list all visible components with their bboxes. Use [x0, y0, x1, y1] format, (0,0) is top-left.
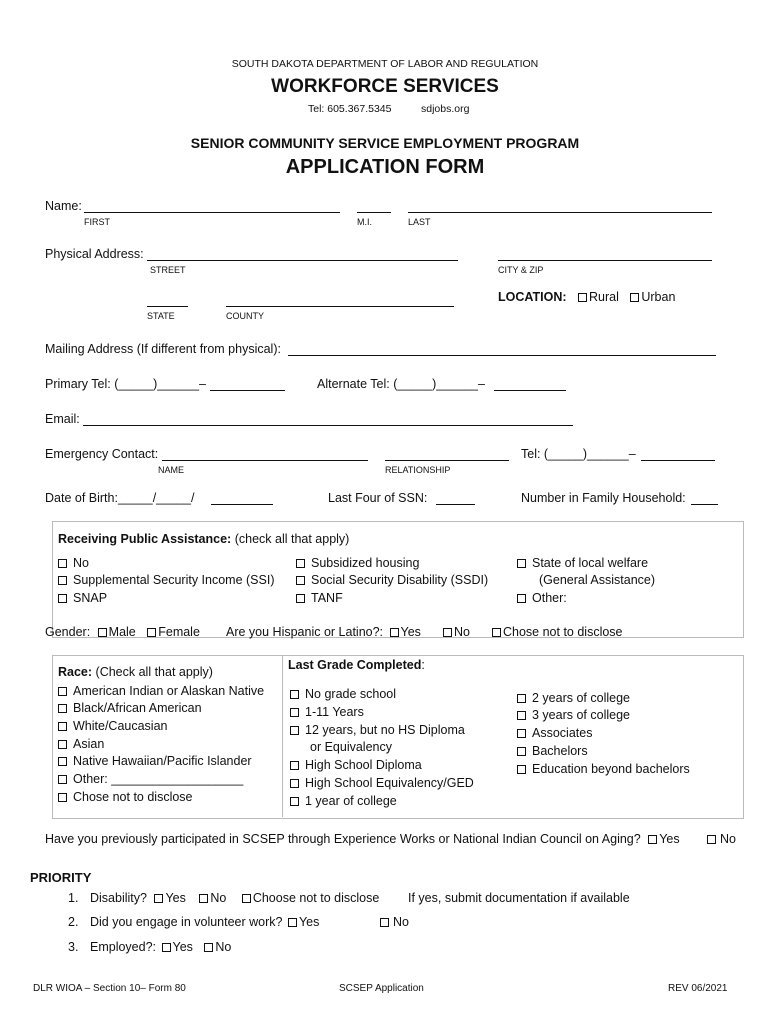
last-caption: LAST: [408, 217, 431, 227]
public-assistance-hint: (check all that apply): [234, 532, 350, 546]
form-title: APPLICATION FORM: [285, 156, 485, 178]
dob-year-field[interactable]: [211, 504, 273, 505]
male-checkbox[interactable]: [98, 628, 107, 637]
employed-yes-label: Yes: [172, 940, 193, 954]
department-name: SOUTH DAKOTA DEPARTMENT OF LABOR AND REGULATION: [231, 58, 539, 70]
urban-checkbox[interactable]: [630, 293, 639, 302]
grade-title: Last Grade Completed: [288, 658, 422, 672]
female-checkbox[interactable]: [147, 628, 156, 637]
street-field[interactable]: [147, 260, 458, 261]
assist-ssi[interactable]: Supplemental Security Income (SSI): [58, 573, 274, 587]
disability-question: Disability?: [90, 891, 147, 905]
hispanic-yes-label: Yes: [400, 625, 421, 639]
assist-tanf[interactable]: TANF: [296, 591, 343, 605]
race-header: [58, 665, 213, 679]
priority-q1: [90, 891, 379, 905]
public-assistance-header: [58, 532, 349, 546]
primary-tel-field[interactable]: [210, 390, 285, 391]
city-zip-caption: CITY & ZIP: [498, 265, 544, 275]
middle-initial-field[interactable]: [357, 212, 391, 213]
priority-q2-number: 2.: [68, 915, 79, 929]
emergency-name-field[interactable]: [162, 460, 368, 461]
hispanic-yes-checkbox[interactable]: [390, 628, 399, 637]
assist-general-assistance: (General Assistance): [539, 573, 656, 587]
employed-no-label: No: [215, 940, 232, 954]
race-hint: (Check all that apply): [95, 665, 213, 679]
emergency-name-caption: NAME: [158, 465, 185, 475]
race-grade-divider: [282, 655, 283, 817]
mailing-address-label: Mailing Address (If different from physical):: [45, 342, 281, 356]
race-asian[interactable]: Asian: [58, 737, 104, 751]
assist-other[interactable]: Other:: [517, 591, 567, 605]
state-caption: STATE: [147, 311, 175, 321]
employed-question: Employed?:: [90, 940, 157, 954]
hispanic-chose-not[interactable]: Chose not to disclose: [492, 625, 623, 639]
priority-q3-number: 3.: [68, 940, 79, 954]
email-field[interactable]: [83, 425, 573, 426]
dob-label: Date of Birth:_____/_____/: [45, 491, 195, 505]
county-field[interactable]: [226, 306, 454, 307]
mailing-address-field[interactable]: [288, 355, 716, 356]
priority-title: PRIORITY: [30, 870, 92, 885]
grade-2-years-college[interactable]: 2 years of college: [517, 691, 630, 705]
gender-row: [45, 625, 200, 639]
emergency-relationship-field[interactable]: [385, 460, 509, 461]
assist-no[interactable]: No: [58, 556, 89, 570]
volunteer-no[interactable]: No: [380, 915, 409, 929]
assist-subsidized-housing[interactable]: Subsidized housing: [296, 556, 419, 570]
disability-yes-label: Yes: [165, 891, 186, 905]
alternate-tel-field[interactable]: [494, 390, 566, 391]
race-white[interactable]: White/Caucasian: [58, 719, 168, 733]
physical-address-label: Physical Address:: [45, 247, 144, 261]
program-title: SENIOR COMMUNITY SERVICE EMPLOYMENT PROGRAM: [190, 135, 580, 151]
race-title: Race:: [58, 665, 93, 679]
footer-revision: REV 06/2021: [668, 983, 728, 994]
first-name-field[interactable]: [84, 212, 340, 213]
rural-checkbox[interactable]: [578, 293, 587, 302]
disability-note: If yes, submit documentation if available: [408, 891, 630, 905]
name-label: Name:: [45, 199, 82, 213]
last-name-field[interactable]: [408, 212, 712, 213]
priority-q1-number: 1.: [68, 891, 79, 905]
assist-ssdi[interactable]: Social Security Disability (SSDI): [296, 573, 488, 587]
employed-yes-checkbox[interactable]: [162, 943, 171, 952]
scsep-question: [45, 832, 680, 846]
race-pacific-islander[interactable]: Native Hawaiian/Pacific Islander: [58, 754, 252, 768]
scsep-yes-checkbox[interactable]: [648, 835, 657, 844]
priority-q3: [90, 940, 231, 954]
volunteer-yes-checkbox[interactable]: [288, 918, 297, 927]
grade-header: [288, 658, 425, 672]
agency-website[interactable]: sdjobs.org: [421, 103, 470, 115]
volunteer-yes-label: Yes: [298, 915, 320, 929]
agency-title: WORKFORCE SERVICES: [271, 76, 499, 97]
grade-hs-diploma[interactable]: High School Diploma: [290, 758, 422, 772]
grade-beyond-bachelors[interactable]: Education beyond bachelors: [517, 762, 690, 776]
emergency-tel-field[interactable]: [641, 460, 715, 461]
city-zip-field[interactable]: [498, 260, 712, 261]
grade-ged[interactable]: High School Equivalency/GED: [290, 776, 474, 790]
ssn-field[interactable]: [436, 504, 475, 505]
agency-tel: Tel: 605.367.5345: [308, 103, 392, 115]
grade-1-11[interactable]: 1-11 Years: [290, 705, 364, 719]
grade-associates[interactable]: Associates: [517, 726, 592, 740]
rural-label: Rural: [589, 290, 619, 304]
disability-chose-checkbox[interactable]: [242, 894, 251, 903]
disability-yes-checkbox[interactable]: [154, 894, 163, 903]
alternate-tel-label: Alternate Tel: (_____)______–: [317, 377, 485, 391]
disability-chose-label: Choose not to disclose: [252, 891, 380, 905]
emergency-tel-label: Tel: (_____)______–: [521, 447, 636, 461]
male-label: Male: [108, 625, 136, 639]
scsep-no[interactable]: No: [707, 832, 736, 846]
disability-no-checkbox[interactable]: [199, 894, 208, 903]
emergency-contact-label: Emergency Contact:: [45, 447, 159, 461]
hispanic-row: [226, 625, 421, 639]
employed-no-checkbox[interactable]: [204, 943, 213, 952]
location-row: [498, 290, 675, 304]
assist-local-welfare[interactable]: State of local welfare: [517, 556, 648, 570]
female-label: Female: [158, 625, 200, 639]
race-black[interactable]: Black/African American: [58, 701, 202, 715]
race-american-indian[interactable]: American Indian or Alaskan Native: [58, 684, 264, 698]
email-label: Email:: [45, 412, 80, 426]
priority-q2: [90, 915, 319, 929]
public-assistance-title: Receiving Public Assistance:: [58, 532, 232, 546]
assist-snap[interactable]: SNAP: [58, 591, 107, 605]
household-label: Number in Family Household:: [521, 491, 686, 505]
scsep-yes-label: Yes: [659, 832, 680, 846]
ssn-label: Last Four of SSN:: [328, 491, 428, 505]
grade-colon: :: [421, 658, 425, 672]
mi-caption: M.I.: [357, 217, 372, 227]
hispanic-no[interactable]: No: [443, 625, 470, 639]
hispanic-question: Are you Hispanic or Latino?:: [226, 625, 384, 639]
race-chose-not[interactable]: Chose not to disclose: [58, 790, 193, 804]
volunteer-question: Did you engage in volunteer work?: [90, 915, 283, 929]
primary-tel-label: Primary Tel: (_____)______–: [45, 377, 206, 391]
emergency-relationship-caption: RELATIONSHIP: [385, 465, 451, 475]
grade-12-no-diploma[interactable]: 12 years, but no HS Diploma: [290, 723, 465, 737]
footer-form-id: DLR WIOA – Section 10– Form 80: [33, 983, 186, 994]
first-caption: FIRST: [84, 217, 110, 227]
state-field[interactable]: [147, 306, 188, 307]
race-other[interactable]: Other: ___________________: [58, 772, 243, 786]
gender-label: Gender:: [45, 625, 91, 639]
location-label: LOCATION:: [498, 290, 567, 304]
grade-3-years-college[interactable]: 3 years of college: [517, 708, 630, 722]
grade-1-year-college[interactable]: 1 year of college: [290, 794, 397, 808]
grade-or-equivalency: or Equivalency: [310, 740, 392, 754]
scsep-question-text: Have you previously participated in SCSEP through Experience Works or National Indian Council on Aging?: [45, 832, 641, 846]
disability-no-label: No: [210, 891, 227, 905]
footer-title: SCSEP Application: [339, 983, 424, 994]
county-caption: COUNTY: [226, 311, 264, 321]
grade-bachelors[interactable]: Bachelors: [517, 744, 588, 758]
street-caption: STREET: [150, 265, 186, 275]
grade-no-school[interactable]: No grade school: [290, 687, 396, 701]
urban-label: Urban: [641, 290, 676, 304]
household-field[interactable]: [691, 504, 718, 505]
